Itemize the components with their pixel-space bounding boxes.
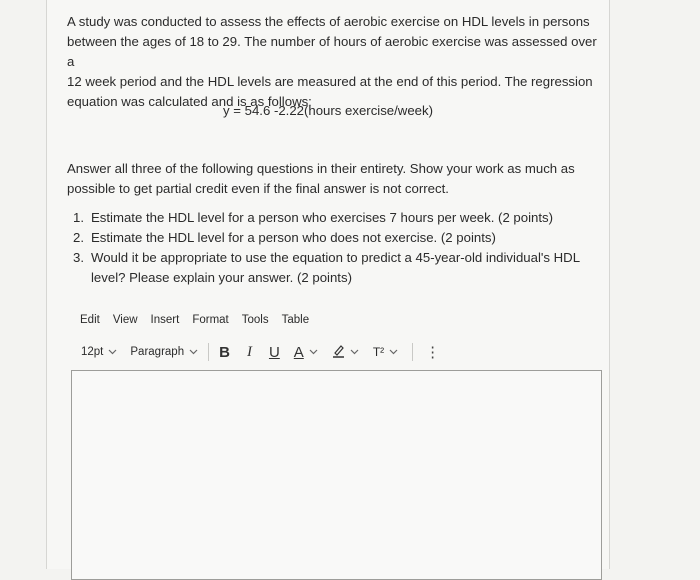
question-text: level? Please explain your answer. (2 points) xyxy=(91,270,352,285)
menu-tools[interactable]: Tools xyxy=(241,314,269,326)
bold-button[interactable]: B xyxy=(219,343,230,361)
highlight-color-button[interactable] xyxy=(332,344,359,361)
question-number: 1. xyxy=(73,210,84,225)
chevron-down-icon xyxy=(108,347,117,357)
question-panel xyxy=(46,0,610,569)
menu-format[interactable]: Format xyxy=(192,314,229,326)
underline-button[interactable]: U xyxy=(268,343,280,361)
font-size-select[interactable] xyxy=(81,346,117,358)
question-text: Would it be appropriate to use the equation to predict a 45-year-old individual's HDL xyxy=(91,250,581,265)
chevron-down-icon xyxy=(389,347,398,357)
block-format-value: Paragraph xyxy=(130,346,185,358)
editor-toolbar xyxy=(81,341,440,363)
menu-edit[interactable]: Edit xyxy=(80,314,100,326)
superscript-icon: T² xyxy=(372,345,385,359)
answer-text-area[interactable] xyxy=(71,370,602,580)
menu-insert[interactable]: Insert xyxy=(150,314,180,326)
question-number: 2. xyxy=(73,230,84,245)
italic-button[interactable]: I xyxy=(246,343,252,360)
text-color-icon: A xyxy=(293,343,304,361)
list-item xyxy=(73,248,588,288)
more-options-icon[interactable]: ⋮ xyxy=(425,344,441,361)
question-text-block xyxy=(91,248,580,288)
chevron-down-icon xyxy=(189,347,198,357)
instructions-line: possible to get partial credit even if the final answer is not correct. xyxy=(67,181,449,196)
question-intro xyxy=(67,12,602,112)
list-item xyxy=(73,208,588,228)
instructions xyxy=(67,159,587,199)
toolbar-divider xyxy=(208,343,209,361)
question-list xyxy=(73,208,588,288)
font-size-value: 12pt xyxy=(81,346,104,358)
intro-line: between the ages of 18 to 29. The number of hours of aerobic exercise was assessed over a xyxy=(67,34,597,69)
regression-equation: y = 54.6 -2.22(hours exercise/week) xyxy=(222,103,433,118)
menu-view[interactable]: View xyxy=(112,314,138,326)
block-format-select[interactable] xyxy=(130,346,198,358)
intro-line: equation was calculated and is as follows: xyxy=(67,94,312,109)
question-text: Estimate the HDL level for a person who does not exercise. (2 points) xyxy=(91,230,496,245)
editor-menubar xyxy=(80,314,309,326)
highlighter-pen-icon xyxy=(332,344,345,361)
chevron-down-icon xyxy=(309,347,318,357)
intro-line: 12 week period and the HDL levels are measured at the end of this period. The regression xyxy=(67,74,593,89)
menu-table[interactable]: Table xyxy=(281,314,310,326)
text-color-button[interactable] xyxy=(294,344,318,361)
list-item xyxy=(73,228,588,248)
intro-line: A study was conducted to assess the effects of aerobic exercise on HDL levels in persons xyxy=(67,14,590,29)
instructions-line: Answer all three of the following questions in their entirety. Show your work as much as xyxy=(67,161,575,176)
superscript-button[interactable] xyxy=(373,345,398,359)
chevron-down-icon xyxy=(350,347,359,357)
question-text: Estimate the HDL level for a person who exercises 7 hours per week. (2 points) xyxy=(91,210,554,225)
toolbar-divider xyxy=(412,343,413,361)
question-number: 3. xyxy=(73,250,84,265)
